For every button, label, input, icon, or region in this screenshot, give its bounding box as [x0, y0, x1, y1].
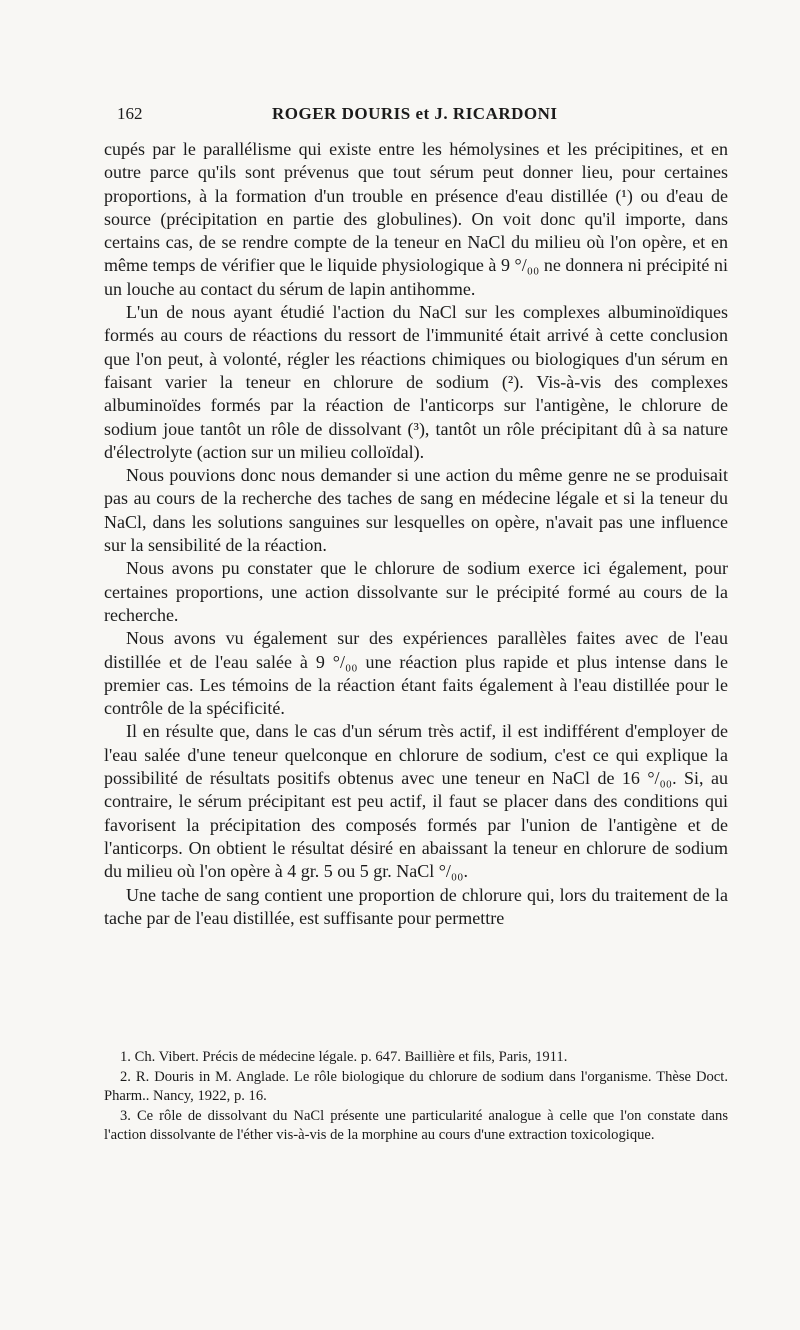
paragraph-4: Nous avons pu constater que le chlorure de sodium exerce ici également, pour certaines proportions, une action dissolvante sur le précipité formé au cours de la recherche.: [104, 558, 728, 625]
body-text: [104, 138, 728, 930]
paragraph-5: Nous avons vu également sur des expériences parallèles faites avec de l'eau distillée et de l'eau salée à 9 °/₀₀ une réaction plus rapide et plus intense dans le premier cas. Les témoins de la réaction étant faits également à l'eau distillée pour le contrôle de la spécificité.: [104, 628, 728, 719]
footnotes: [104, 1048, 728, 1146]
footnote-3: 3. Ce rôle de dissolvant du NaCl présente une particularité analogue à celle que l'on constate dans l'action dissolvante de l'éther vis-à-vis de la morphine au cours d'une extraction toxicologique.: [104, 1107, 728, 1143]
footnote-1: 1. Ch. Vibert. Précis de médecine légale. p. 647. Baillière et fils, Paris, 1911.: [120, 1049, 568, 1065]
footnote-2: 2. R. Douris in M. Anglade. Le rôle biologique du chlorure de sodium dans l'organisme. Thèse Doct. Pharm.. Nancy, 1922, p. 16.: [104, 1068, 728, 1104]
page-header: [117, 104, 737, 128]
running-head: ROGER DOURIS et J. RICARDONI: [272, 104, 558, 123]
paragraph-7: Une tache de sang contient une proportion de chlorure qui, lors du traitement de la tache par de l'eau distillée, est suffisante pour permettre: [104, 884, 728, 928]
paragraph-6: Il en résulte que, dans le cas d'un sérum très actif, il est indifférent d'employer de l'eau salée d'une teneur quelconque en chlorure de sodium, c'est ce qui explique la possibilité de résultats positifs obtenus avec une teneur en NaCl de 16 °/₀₀. Si, au contraire, le sérum précipitant est peu actif, il faut se placer dans des conditions qui favorisent la précipitation des composés formés par l'union de l'antigène et de l'anticorps. On obtient le résultat désiré en abaissant la teneur en chlorure de sodium du milieu où l'on opère à 4 gr. 5 ou 5 gr. NaCl °/₀₀.: [104, 721, 728, 882]
paragraph-3: Nous pouvions donc nous demander si une action du même genre ne se produisait pas au cours de la recherche des taches de sang en médecine légale et si la teneur du NaCl, dans les solutions sanguines sur lesquelles on opère, n'avait pas une influence sur la sensibilité de la réaction.: [104, 465, 728, 556]
paragraph-1: cupés par le parallélisme qui existe entre les hémolysines et les précipitines, et en outre parce qu'ils sont prévenus que tout sérum peut donner lieu, pour certaines proportions, à la formation d'un trouble en présence d'eau distillée (¹) ou d'eau de source (précipitation en partie des globulines). On voit donc qu'il importe, dans certains cas, de se rendre compte de la teneur en NaCl du milieu où l'on opère, et en même temps de vérifier que le liquide physiologique à 9 °/₀₀ ne donnera ni précipité ni un louche au contact du sérum de lapin antihomme.: [104, 139, 728, 299]
paragraph-2: L'un de nous ayant étudié l'action du NaCl sur les complexes albuminoïdiques formés au cours de réactions du ressort de l'immunité était arrivé à cette conclusion que l'on peut, à volonté, régler les réactions chimiques ou biologiques d'un sérum en faisant varier la teneur en chlorure de sodium (²). Vis-à-vis des complexes albuminoïdes formés par la réaction de l'anticorps sur l'antigène, le chlorure de sodium joue tantôt un rôle de dissolvant (³), tantôt un rôle précipitant dû à sa nature d'électrolyte (action sur un milieu colloïdal).: [104, 302, 728, 462]
page-number: 162: [117, 104, 143, 123]
